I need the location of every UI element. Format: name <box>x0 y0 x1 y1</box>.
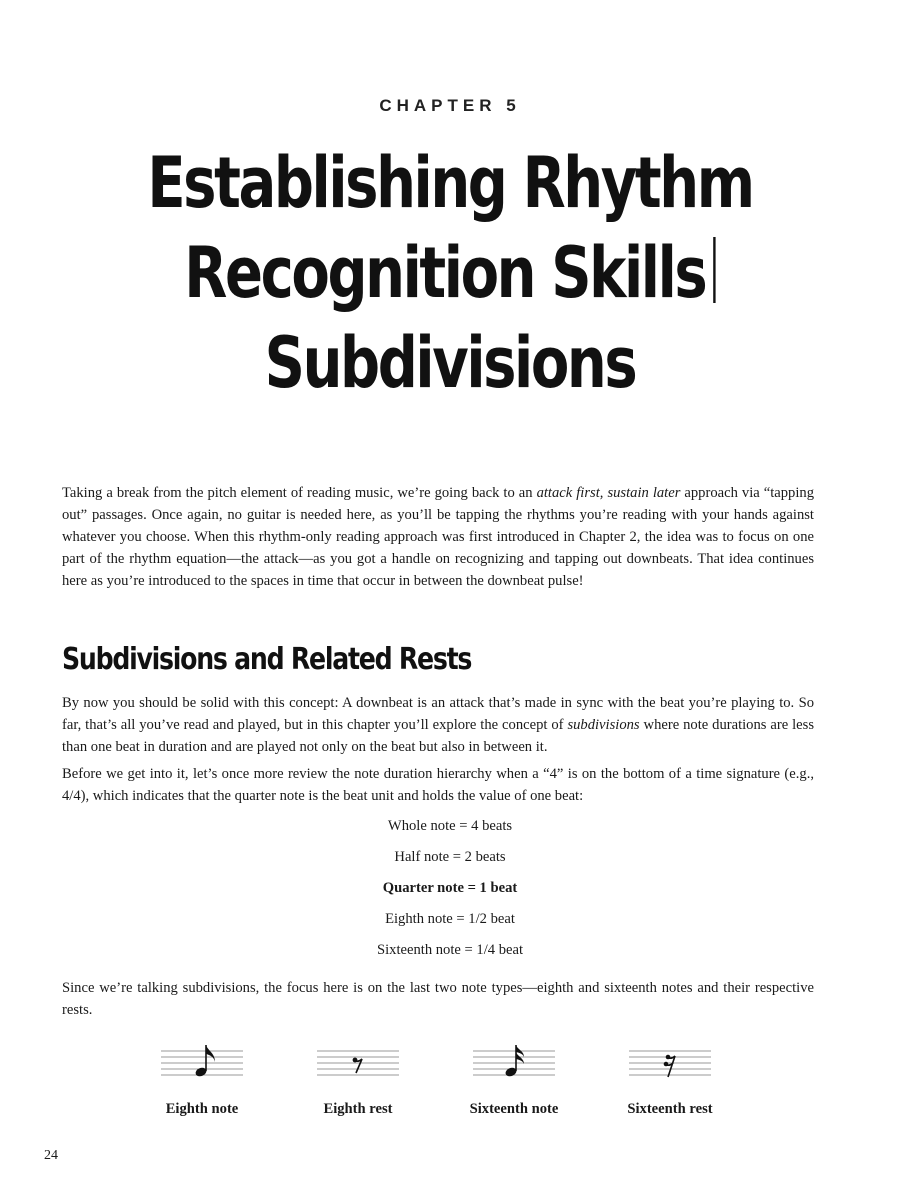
paragraph-1-part1: By now you should be solid with this concept: A downbeat is an attack that’s made in sync with the beat you’re playing to. So far, that’s all you’ve read and played, but in this chapter you’ll explore the concept of <box>62 695 814 733</box>
hierarchy-item-half: Half note = 2 beats <box>394 849 506 865</box>
intro-emphasis: attack first, sustain later <box>536 485 681 501</box>
body-paragraph-2: Before we get into it, let’s once more review the note duration hierarchy when a “4” is on the bottom of a time signature (e.g., 4/4), which indicates that the quarter note is the beat unit and holds the value of one beat: <box>62 766 814 804</box>
chapter-title-line-2-wrap <box>90 228 810 318</box>
hierarchy-item-sixteenth: Sixteenth note = 1/4 beat <box>376 942 524 958</box>
chapter-title-line-2: Recognition Skills <box>184 232 706 314</box>
eighth-note-icon <box>161 1043 243 1083</box>
body-paragraph-1 <box>62 692 814 758</box>
intro-text-part2: approach via “tapping out” passages. Once again, no guitar is needed here, as you’ll be tapping the rhythms you’re reading with your hands against whatever you choose. When this rhythm-only reading approach was first introduced in Chapter 2, the idea was to focus on one part of the rhythm equation—the attack—as you got a handle on recognizing and tapping out downbeats. That idea continues here as you’re introduced to the spaces in time that occur in between the downbeat pulse! <box>62 485 814 589</box>
hierarchy-item-whole: Whole note = 4 beats <box>387 818 513 834</box>
body-paragraph-3: Since we’re talking subdivisions, the focus here is on the last two note types—eighth and sixteenth notes and their respective rests. <box>62 980 814 1018</box>
note-duration-hierarchy <box>0 811 900 966</box>
paragraph-1-part2: where note durations are less than one beat in duration and are played not only on the beat but also in between it. <box>62 717 814 755</box>
notation-sixteenth-note <box>439 1043 589 1118</box>
caption-sixteenth-rest: Sixteenth rest <box>627 1101 713 1117</box>
caption-eighth-rest: Eighth rest <box>323 1101 393 1117</box>
notation-sixteenth-rest <box>595 1043 745 1118</box>
chapter-label: CHAPTER 5 <box>379 96 521 115</box>
notation-eighth-note <box>127 1043 277 1118</box>
page-number: 24 <box>44 1148 58 1163</box>
intro-text-part1: Taking a break from the pitch element of reading music, we’re going back to an <box>62 485 537 501</box>
title-divider-bar <box>713 237 715 303</box>
chapter-title <box>90 138 810 408</box>
section-heading: Subdivisions and Related Rests <box>62 642 472 677</box>
chapter-title-line-1: Establishing Rhythm <box>147 142 753 224</box>
caption-eighth-note: Eighth note <box>165 1101 239 1117</box>
notation-eighth-rest <box>283 1043 433 1118</box>
hierarchy-item-quarter: Quarter note = 1 beat <box>382 880 518 896</box>
caption-sixteenth-note: Sixteenth note <box>469 1101 559 1117</box>
intro-paragraph <box>62 482 814 592</box>
eighth-rest-icon <box>317 1043 399 1083</box>
hierarchy-item-eighth: Eighth note = 1/2 beat <box>385 911 515 927</box>
chapter-title-line-3: Subdivisions <box>264 322 636 404</box>
paragraph-1-emphasis: subdivisions <box>567 717 640 733</box>
sixteenth-rest-icon <box>629 1043 711 1083</box>
sixteenth-note-icon <box>473 1043 555 1083</box>
